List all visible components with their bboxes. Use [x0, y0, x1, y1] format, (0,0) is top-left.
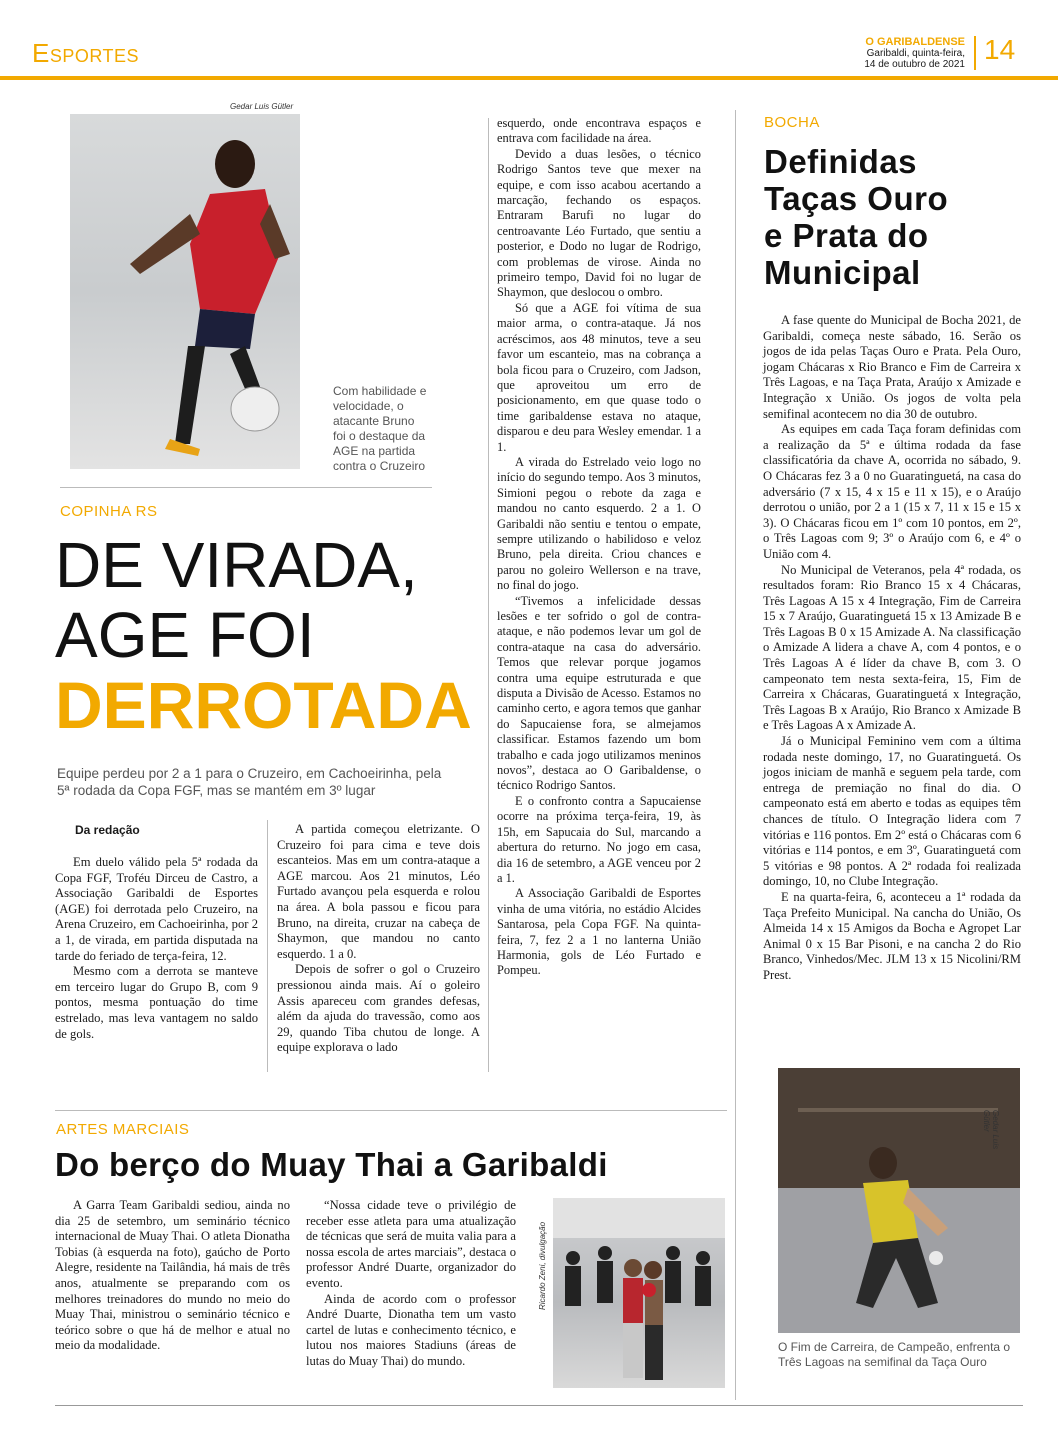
bocha-headline-line-4: Municipal	[764, 254, 921, 291]
soccer-photo-caption: Com habilidade e velocidade, o atacante Bruno foi o destaque da AGE na partida contra o Cruzeiro	[333, 384, 427, 473]
photo-credit: Gedar Luis Gütler	[230, 102, 294, 111]
page-number: 14	[984, 34, 1016, 65]
paragraph: As equipes em cada Taça foram definidas com a realização da 5ª e última rodada da fase classificatória da chave A, ocorrida no sábado, 9. O Chácaras fez 3 a 0 no Guaratinguetá, na casa do adversário (7 x 15, 4 x 15 e 11 x 15), e o Araújo derrotou o união, por 2 a 1 (15 x 7, 11 x 15 e 15 x 3). O Chácaras ficou em 1º com 10 pontos, em 2º, o Três Lagoas com 9; 3º o Araújo com 6, e 4º o União com 4.	[763, 422, 1021, 561]
paragraph: Em duelo válido pela 5ª rodada da Copa FGF, Troféu Dirceu de Castro, a Associação Garibaldi de Esportes (AGE) foi derrotada pelo Cruzeiro, na Arena Cruzeiro, em Cachoeirinha, por 2 a 1, de virada, em partida disputada na tarde do feriado de terça-feira, 12.	[55, 855, 258, 963]
copinha-column-2	[277, 822, 480, 1056]
copinha-subhead: Equipe perdeu por 2 a 1 para o Cruzeiro, em Cachoeirinha, pela 5ª rodada da Copa FGF, mas se mantém em 3º lugar	[57, 766, 442, 798]
bocha-body	[763, 313, 1021, 984]
bocha-kicker: BOCHA	[764, 114, 820, 131]
date-line-2: 14 de outubro de 2021	[864, 59, 965, 70]
paragraph: No Municipal de Veteranos, pela 4ª rodada, os resultados foram: Rio Branco 15 x 4 Chácaras, Três Lagoas A 15 x 4 Integração, Fim de Carreira 15 x 7 Araújo, Guaratinguetá 15 x 13 Amizade B e Três Lagoas B 0 x 15 Amizade A. Na classificação o Amizade A lidera a chave A, com 4 pontos, e o Três Lagoas A é líder da chave B, com 3. O campeonato tem nesta sexta-feira, 15, Fim de Carreira x Chácaras, Guaratinguetá x Integração, Três Lagoas B x Araújo, Rio Branco x Amizade B e Três Lagoas A x Amizade A.	[763, 562, 1021, 733]
bocha-photo-credit: Gedar Luis Gütler	[982, 1110, 1000, 1150]
paragraph: E na quarta-feira, 6, aconteceu a 1ª rodada da Taça Prefeito Municipal. Na cancha do União, Os Almeida 14 x 15 Amigos da Bocha e Agropet Lar Animal 0 x 15 Bar Pisoni, e na cancha 2 do Rio Branco, Vinhedos/Mec. JLM 13 x 15 Nicolini/RM Prest.	[763, 889, 1021, 982]
paragraph: Depois de sofrer o gol o Cruzeiro pressionou ainda mais. Aí o goleiro Assis apareceu com grandes defesas, além da ajuda do travessão, como aos 29, quando Tiba chutou de longe. A equipe explorava o lado	[277, 962, 480, 1055]
column-rule	[267, 820, 268, 1072]
muaythai-headline: Do berço do Muay Thai a Garibaldi	[55, 1146, 608, 1183]
paragraph: A Associação Garibaldi de Esportes vinha de uma vitória, no estádio Alcides Santarosa, pela Copa FGF. Na quinta-feira, 7, fez 2 a 1 no lanterna União Harmonia, gols de Léo Furtado e Pompeu.	[497, 886, 701, 978]
headline-line-3: DERROTADA	[55, 668, 472, 742]
soccer-player-photo	[70, 114, 300, 469]
section-divider	[55, 1110, 727, 1111]
bocha-player-illustration	[778, 1068, 1020, 1333]
masthead-block	[800, 36, 965, 70]
column-rule	[488, 118, 489, 1072]
muaythai-column-1	[55, 1198, 290, 1354]
bocha-headline-line-1: Definidas	[764, 143, 918, 180]
paragraph: Mesmo com a derrota se manteve em terceiro lugar do Grupo B, com 9 pontos, mesma pontuação do time estrelado, mas leva vantagem no saldo de gols.	[55, 964, 258, 1041]
bocha-photo-caption: O Fim de Carreira, de Campeão, enfrenta o Três Lagoas na semifinal da Taça Ouro	[778, 1340, 1011, 1369]
copinha-column-1	[55, 855, 258, 1042]
bocha-headline	[764, 143, 948, 291]
copinha-headline	[55, 530, 485, 740]
headline-line-1: DE VIRADA,	[55, 529, 418, 601]
footer-rule	[55, 1405, 1023, 1406]
copinha-kicker: COPINHA RS	[60, 503, 158, 520]
byline: Da redação	[75, 823, 140, 837]
paper-name: O GARIBALDENSE	[865, 36, 965, 48]
soccer-player-illustration	[70, 114, 300, 469]
paragraph: Devido a duas lesões, o técnico Rodrigo Santos teve que mexer na equipe, e com isso acabou acertando a marcação, fechando os espaços. Entraram Barufi no lugar do centroavante Léo Furtado, que sentiu a posterior, e Dodo no lugar de Rodrigo, com problemas de virose. Ainda no primeiro tempo, David foi no lugar de Shaymon, que deslocou o ombro.	[497, 146, 701, 300]
copinha-column-3	[497, 116, 701, 979]
muaythai-kicker: ARTES MARCIAIS	[56, 1121, 190, 1138]
column-rule	[735, 110, 736, 1400]
bocha-headline-line-3: e Prata do	[764, 217, 929, 254]
muaythai-group-illustration	[553, 1198, 725, 1388]
paragraph: A virada do Estrelado veio logo no início do segundo tempo. Aos 3 minutos, Simioni pegou o rebote da zaga e mandou no canto esquerdo. 2 a 1. O Garibaldi não sentiu e tentou o empate, sempre utilizando o habilidoso e veloz Bruno, pela direita. Criou chances e parou no goleiro Wellerson e na trave, no final do jogo.	[497, 454, 701, 593]
muaythai-photo	[553, 1198, 725, 1388]
muaythai-photo-credit: Ricardo Zeni, divulgação	[538, 1221, 547, 1310]
date-line-1: Garibaldi, quinta-feira,	[866, 48, 965, 59]
header-divider	[974, 36, 976, 70]
paragraph: A partida começou eletrizante. O Cruzeiro foi para cima e teve dois escanteios. Mas em um contra-ataque a AGE marcou. Aos 21 minutos, Léo Furtado avançou pela esquerda e rolou na área. A bola passou e ficou para Bruno, na direita, cruzar na cabeça de Shaymon, que mandou no canto esquerdo. 1 a 0.	[277, 822, 480, 961]
paragraph: A Garra Team Garibaldi sediou, ainda no dia 25 de setembro, um seminário técnico internacional de Muay Thai. O atleta Dionatha Tobias (à esquerda na foto), gaúcho de Porto Alegre, residente na Tailândia, há mais de três anos, atualmente se preparando com os melhores treinadores do mundo no meio do Muay Thai, ministrou o seminário técnico e teórico sobre o que há de melhor e atual no meio da modalidade.	[55, 1198, 290, 1353]
paragraph: “Tivemos a infelicidade dessas lesões e ter sofrido o gol de contra-ataque, e não podemos levar um gol de contra-ataque na casa do adversário. Temos que relevar porque jogamos contra uma equipe estruturada e que disputa a Divisão de Acesso. Estamos no caminho certo, e agora temos que ganhar do Sapucaiense fora, se almejamos classificar. Estamos fazendo um bom trabalho e cada jogo utilizamos meninos novos”, destaca ao O Garibaldense, o técnico Rodrigo Santos.	[497, 593, 701, 793]
bocha-headline-line-2: Taças Ouro	[764, 180, 949, 217]
muaythai-column-2	[306, 1198, 516, 1370]
paragraph: A fase quente do Municipal de Bocha 2021, de Garibaldi, começa neste sábado, 16. Serão os jogos de ida pelas Taças Ouro e Prata. Pela Ouro, jogam Chácaras x Rio Branco e Fim de Carreira x Três Lagoas, e na Taça Prata, Araújo x Amizade e Integração x União. Os jogos de volta pela semifinal acontecem no dia 30 de outubro.	[763, 313, 1021, 421]
bocha-photo	[778, 1068, 1020, 1333]
paragraph: “Nossa cidade teve o privilégio de receber esse atleta para uma atualização de técnicas que será de muita valia para a nossa escola de artes marciais”, destaca o professor André Duarte, organizador do evento.	[306, 1198, 516, 1290]
section-title: Esportes	[32, 38, 140, 68]
paragraph: Ainda de acordo com o professor André Duarte, Dionatha tem um vasto cartel de lutas e conhecimento técnico, e lutou nos maiores Stadiuns (áreas de lutas do Muay Thai) do mundo.	[306, 1291, 516, 1368]
paragraph: Já o Municipal Feminino vem com a última rodada neste domingo, 17, no Guaratinguetá. Os jogos iniciam de manhã e seguem pela tarde, com entrega de premiação no final do dia. O campeonato está em aberto e todas as equipes têm chances de título. O Integração lidera com 7 vitórias e 116 pontos. Em 2º está o Chácaras com 6 vitórias e 114 pontos, e em 3º, Guaratinguetá com 5 vitórias e 98 pontos. A 2ª rodada foi realizada domingo, 10, no Clube Integração.	[763, 734, 1021, 889]
paragraph: E o confronto contra a Sapucaiense ocorre na próxima terça-feira, 19, às 15h, em Sapucaia do Sul, marcando a abertura do returno. No jogo em casa, dia 16 de setembro, a AGE venceu por 2 a 1.	[497, 793, 701, 885]
paragraph: esquerdo, onde encontrava espaços e entrava com facilidade na área.	[497, 116, 701, 146]
headline-line-2: AGE FOI	[55, 599, 315, 671]
header-rule	[0, 76, 1058, 80]
paragraph: Só que a AGE foi vítima de sua maior arma, o contra-ataque. Já nos acréscimos, aos 48 minutos, teve a seu favor um escanteio, mas na cobrança a bola ficou para o Cruzeiro, com Jadson, que aproveitou um erro de posicionamento, em que quase todo o time garibaldense estava no ataque, disparou e deu para Wesley emendar. 1 a 1.	[497, 300, 701, 454]
photo-divider	[60, 487, 432, 488]
